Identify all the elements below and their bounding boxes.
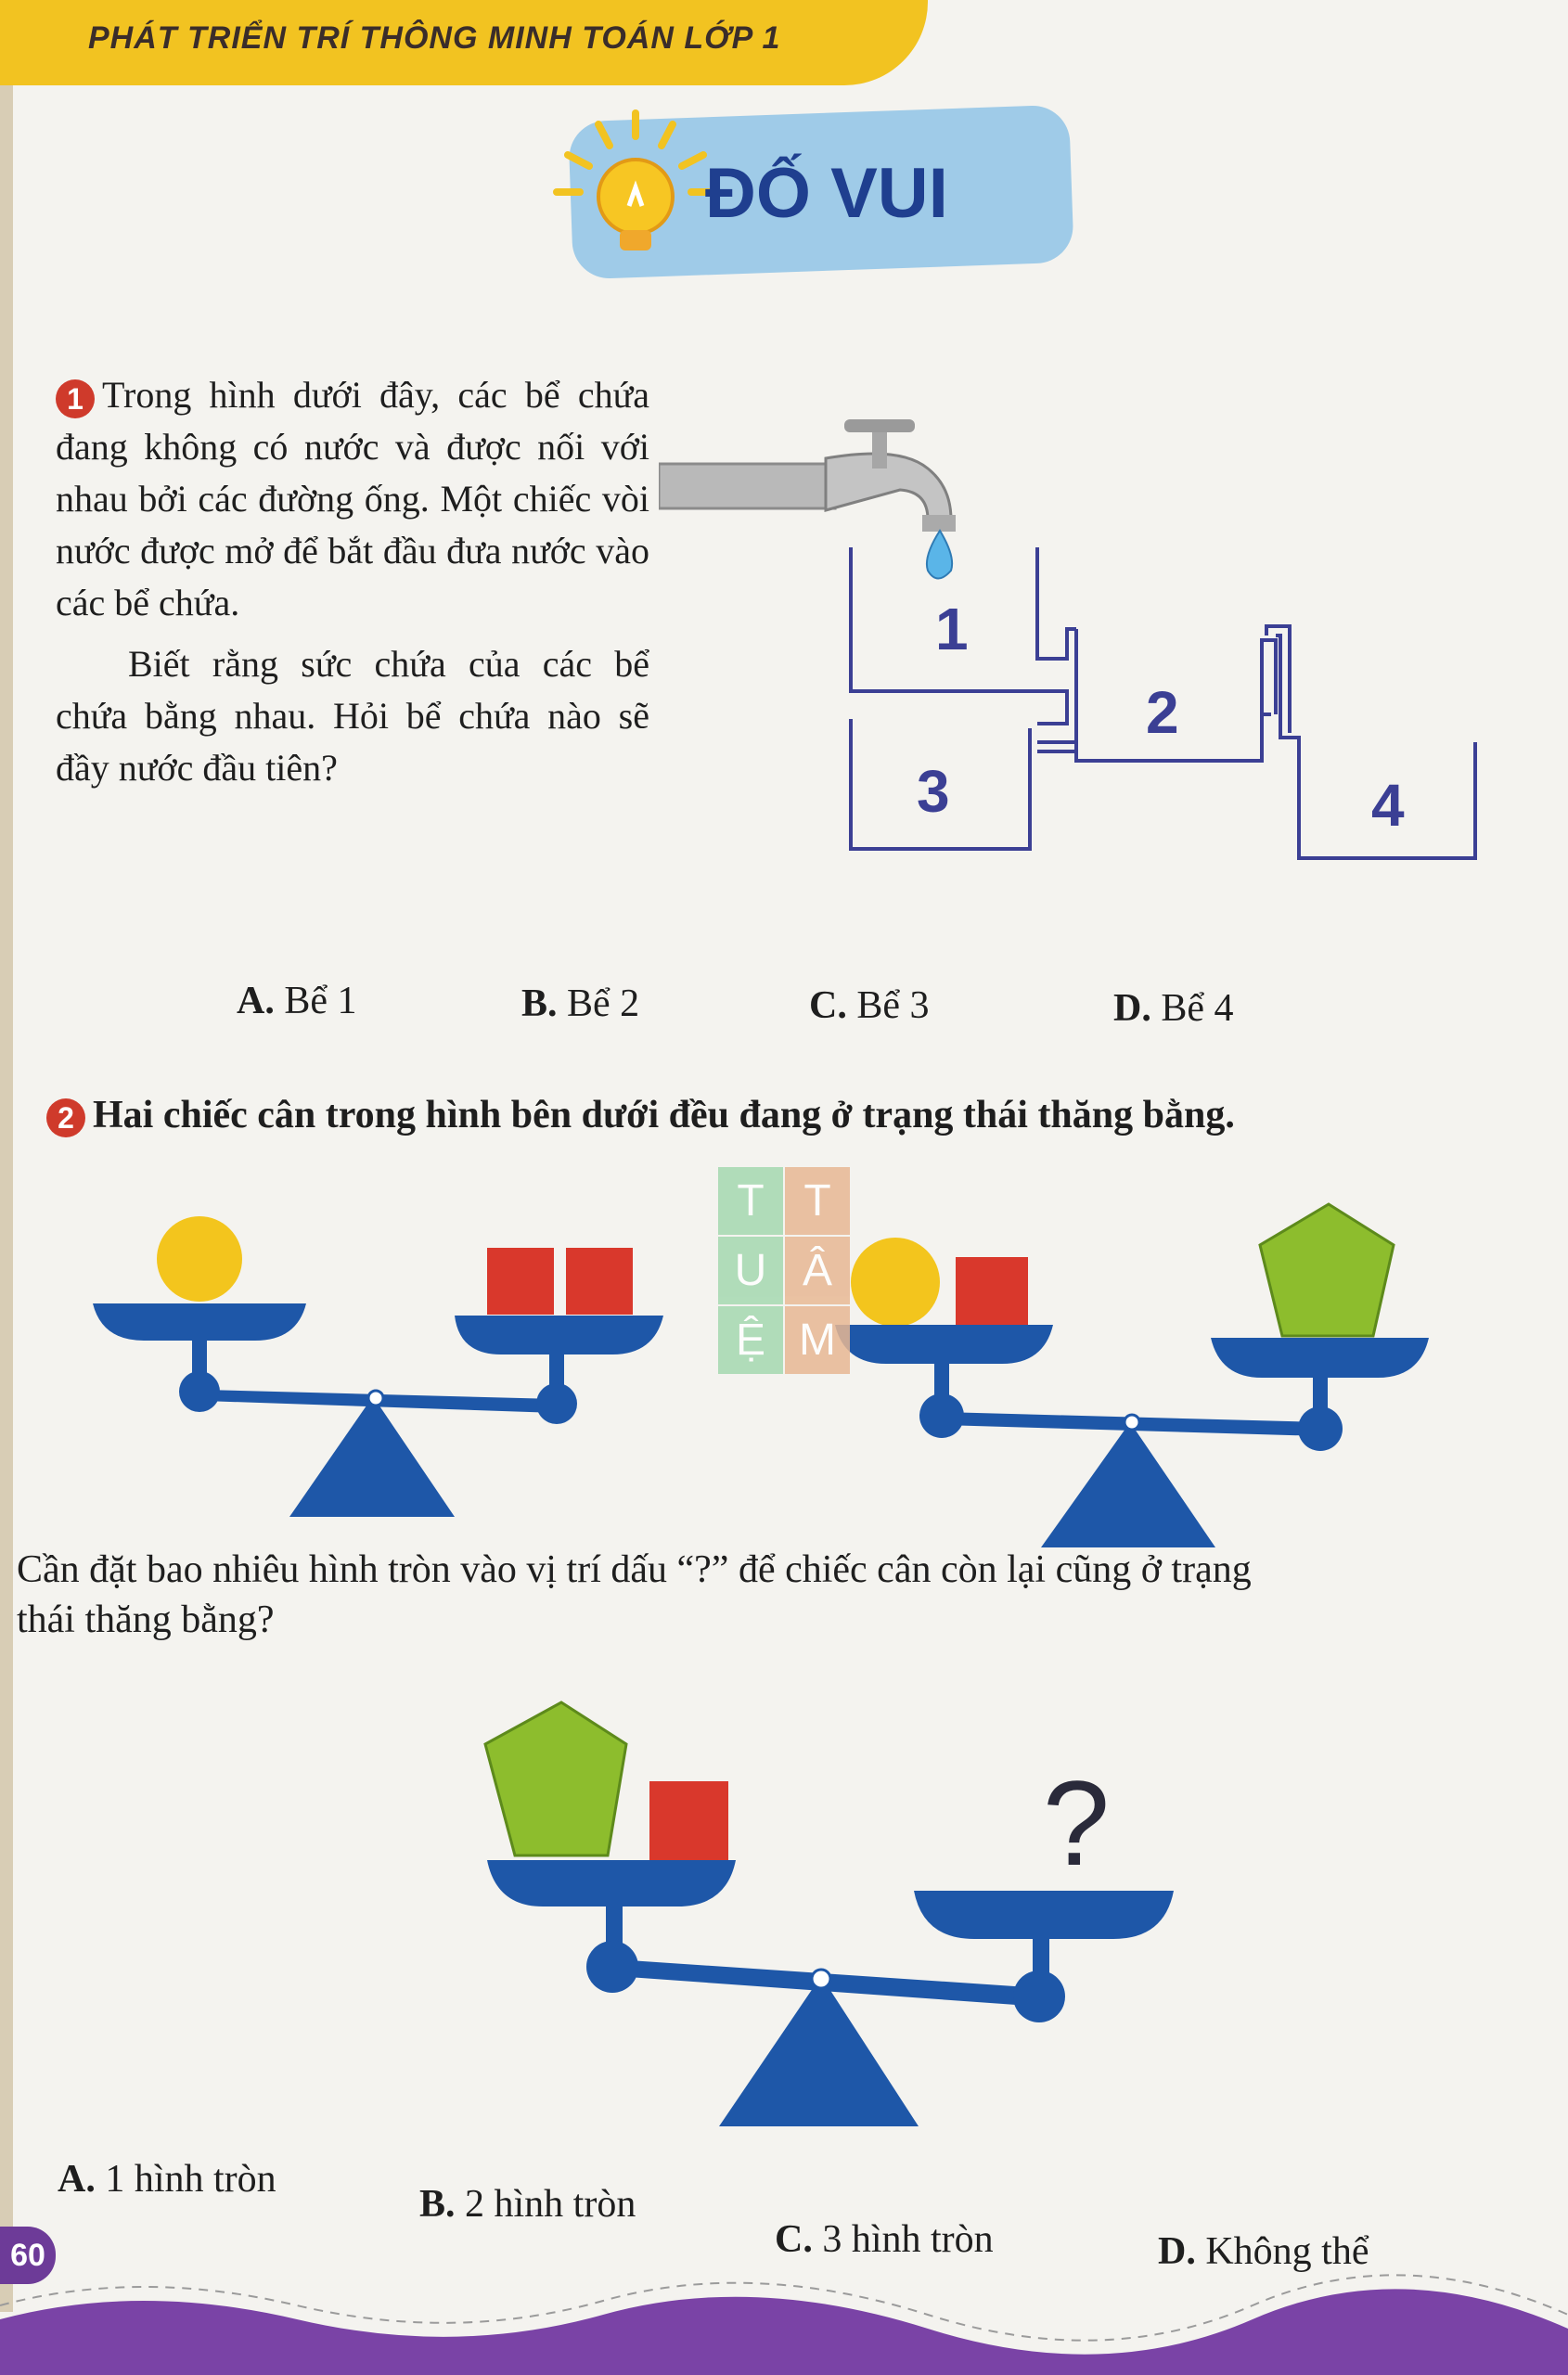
circle-shape bbox=[851, 1238, 940, 1327]
watermark-letter: Ệ bbox=[718, 1306, 783, 1374]
tank-label-3: 3 bbox=[917, 758, 950, 825]
watermark-letter: U bbox=[718, 1237, 783, 1304]
question-2-prompt-line-1: Cần đặt bao nhiêu hình tròn vào vị trí dấu “?” để chiếc cân còn lại cũng ở trạng bbox=[17, 1548, 1252, 1591]
question-1-text bbox=[56, 369, 649, 794]
scale-pan-left bbox=[93, 1303, 306, 1341]
q2-option-b-text: 2 hình tròn bbox=[465, 2183, 636, 2226]
lightbulb-icon bbox=[547, 104, 724, 262]
water-drop-icon bbox=[927, 531, 952, 579]
watermark-letter: T bbox=[785, 1167, 850, 1235]
balance-scale-1 bbox=[88, 1201, 673, 1521]
square-shape bbox=[956, 1257, 1028, 1329]
faucet-icon bbox=[826, 419, 956, 532]
q2-option-a[interactable] bbox=[58, 2157, 276, 2202]
q1-option-b-letter: B. bbox=[521, 982, 558, 1025]
q1-option-c-letter: C. bbox=[809, 984, 847, 1027]
scale-pan-right bbox=[455, 1316, 663, 1354]
tank-label-1: 1 bbox=[935, 596, 969, 662]
square-shape bbox=[649, 1781, 728, 1860]
header-title: PHÁT TRIỂN TRÍ THÔNG MINH TOÁN LỚP 1 bbox=[88, 20, 781, 56]
question-1-paragraph-1: Trong hình dưới đây, các bể chứa đang không có nước và được nối với nhau bởi các đường ống. Một chiếc vòi nước được mở để bắt đầu đưa nước vào các bể chứa. bbox=[56, 374, 649, 623]
water-pipe bbox=[659, 464, 835, 508]
scale-pan-right bbox=[1211, 1338, 1429, 1378]
square-shape bbox=[487, 1248, 554, 1315]
page-number: 60 bbox=[0, 2227, 56, 2284]
q1-option-a-text: Bể 1 bbox=[284, 980, 357, 1022]
unknown-mark: ? bbox=[1042, 1755, 1111, 1891]
q2-option-d-text: Không thể bbox=[1205, 2230, 1369, 2273]
tank-label-2: 2 bbox=[1146, 679, 1179, 746]
pentagon-shape bbox=[485, 1702, 626, 1855]
banner-title: ĐỐ VUI bbox=[705, 154, 948, 233]
q2-option-b[interactable] bbox=[419, 2182, 636, 2227]
watermark-letter: T bbox=[718, 1167, 783, 1235]
tank-diagram bbox=[659, 380, 1494, 881]
tank-1-right-wall bbox=[1037, 547, 1076, 659]
square-shape bbox=[566, 1248, 633, 1315]
q1-option-b[interactable] bbox=[521, 982, 639, 1026]
circle-shape bbox=[157, 1216, 242, 1302]
page-spine bbox=[0, 85, 13, 2312]
q1-option-c-text: Bể 3 bbox=[856, 984, 930, 1027]
watermark-letter: M bbox=[785, 1306, 850, 1374]
q1-option-c[interactable] bbox=[809, 983, 930, 1028]
question-1-paragraph-2: Biết rằng sức chứa của các bể chứa bằng nhau. Hỏi bể chứa nào sẽ đầy nước đầu tiên? bbox=[56, 643, 649, 789]
watermark-logo bbox=[718, 1167, 852, 1379]
q2-option-c-letter: C. bbox=[775, 2218, 813, 2261]
question-2-number: 2 bbox=[46, 1098, 85, 1137]
scale-pan-left bbox=[487, 1860, 736, 1906]
question-2-prompt bbox=[17, 1545, 1520, 1645]
q2-option-a-text: 1 hình tròn bbox=[105, 2158, 276, 2201]
q1-option-a[interactable] bbox=[237, 979, 357, 1023]
q1-option-d-text: Bể 4 bbox=[1161, 987, 1234, 1030]
footer-wave bbox=[0, 2264, 1568, 2375]
watermark-letter: Â bbox=[785, 1237, 850, 1304]
question-1-number: 1 bbox=[56, 379, 95, 418]
q1-option-d[interactable] bbox=[1113, 986, 1234, 1031]
scale-pan-left bbox=[835, 1325, 1053, 1364]
q1-option-b-text: Bể 2 bbox=[567, 982, 640, 1025]
q2-option-c[interactable] bbox=[775, 2217, 994, 2262]
question-2-statement-text: Hai chiếc cân trong hình bên dưới đều đang ở trạng thái thăng bằng. bbox=[93, 1094, 1235, 1136]
q1-option-a-letter: A. bbox=[237, 980, 275, 1022]
q2-option-a-letter: A. bbox=[58, 2158, 96, 2201]
scale-pan-right bbox=[914, 1891, 1174, 1939]
question-2-statement bbox=[46, 1093, 1235, 1137]
question-2-prompt-line-2: thái thăng bằng? bbox=[17, 1598, 275, 1641]
pentagon-shape bbox=[1260, 1204, 1394, 1336]
q2-option-d-letter: D. bbox=[1158, 2230, 1196, 2273]
tank-label-4: 4 bbox=[1371, 772, 1405, 839]
q1-option-d-letter: D. bbox=[1113, 987, 1151, 1030]
q2-option-c-text: 3 hình tròn bbox=[822, 2218, 994, 2261]
q2-option-b-letter: B. bbox=[419, 2183, 456, 2226]
balance-scale-3 bbox=[478, 1698, 1192, 2134]
balance-scale-2 bbox=[835, 1197, 1438, 1549]
